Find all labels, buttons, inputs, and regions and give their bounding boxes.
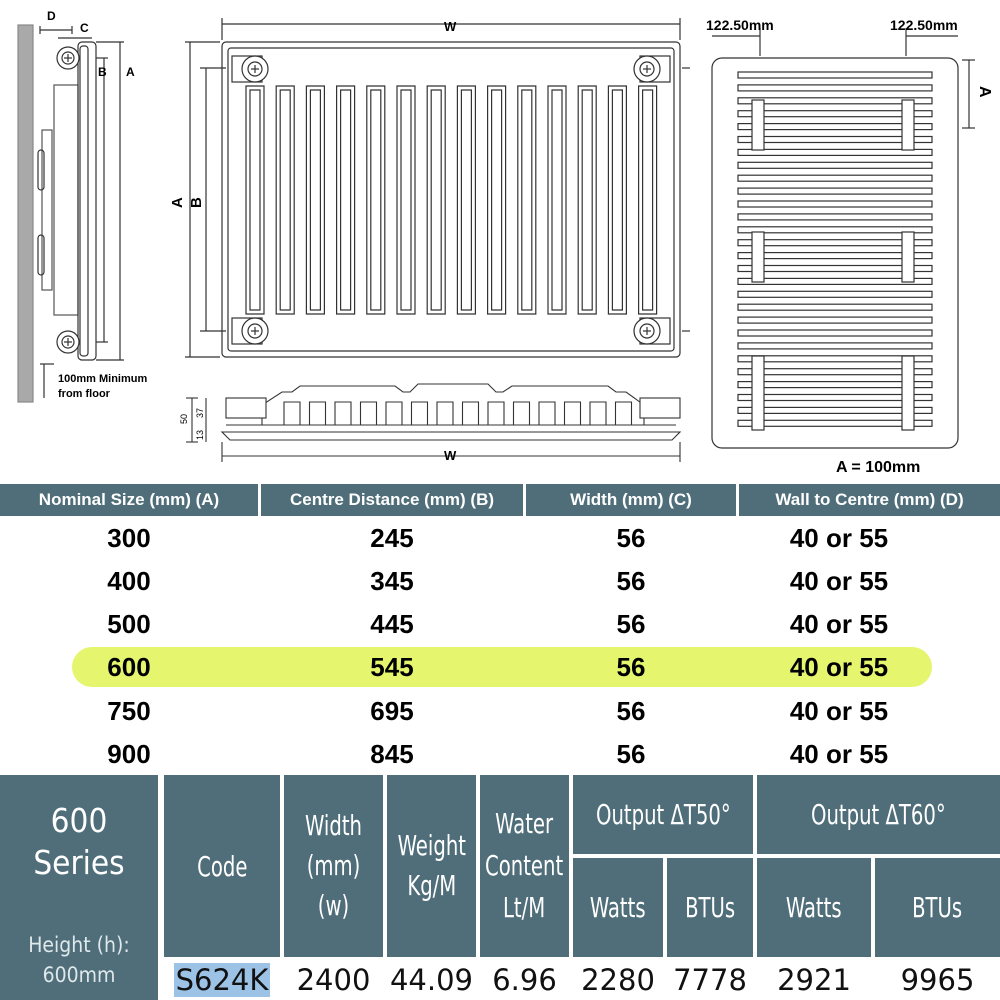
cell-width: 56 xyxy=(616,609,646,639)
header-output-dt60: Output ΔT60° xyxy=(757,775,1000,854)
top-width-label: W xyxy=(444,448,457,463)
series-title-number: 600 xyxy=(50,801,108,840)
top-dim-50: 50 xyxy=(179,413,189,424)
header-width-w: Width (mm) (w) xyxy=(284,775,383,957)
header-weight: Weight Kg/M xyxy=(387,775,476,957)
top-view xyxy=(186,384,680,462)
cell-width: 56 xyxy=(616,696,646,726)
cell-nominal-size: 400 xyxy=(107,566,151,596)
cell-centre-distance: 345 xyxy=(370,566,414,596)
header-nominal-size: Nominal Size (mm) (A) xyxy=(0,484,258,516)
front-view xyxy=(185,18,690,357)
code-highlight: S624K xyxy=(175,963,269,997)
cell-wall-to-centre: 40 or 55 xyxy=(789,566,889,596)
series-title-word: Series xyxy=(33,843,125,882)
header-width: Width (mm) (C) xyxy=(526,484,736,516)
spec-table xyxy=(0,775,1000,1000)
cell-wall-to-centre: 40 or 55 xyxy=(789,609,889,639)
cell-nominal-size: 500 xyxy=(107,609,151,639)
wall xyxy=(18,25,33,402)
table-row xyxy=(0,646,1000,689)
cell-nominal-size: 900 xyxy=(107,739,151,769)
cell-width: 56 xyxy=(616,652,646,682)
header-wall-to-centre: Wall to Centre (mm) (D) xyxy=(739,484,1000,516)
cell-width: 56 xyxy=(616,523,646,553)
value-code xyxy=(164,960,280,1000)
value-water-content: 6.96 xyxy=(492,963,557,997)
cell-centre-distance: 245 xyxy=(370,523,414,553)
rear-label-a: A xyxy=(976,86,993,98)
front-label-a: A xyxy=(169,197,186,208)
rear-a-value: A = 100mm xyxy=(836,459,921,476)
series-panel xyxy=(0,775,158,1000)
side-label-c: C xyxy=(80,21,89,35)
header-watts-dt50: Watts xyxy=(573,858,663,957)
value-btus-dt60: 9965 xyxy=(900,963,975,997)
side-label-d: D xyxy=(47,9,56,23)
value-watts-dt60: 2921 xyxy=(777,963,851,997)
cell-wall-to-centre: 40 or 55 xyxy=(789,696,889,726)
cell-width: 56 xyxy=(616,739,646,769)
rear-view xyxy=(712,28,975,448)
cell-centre-distance: 545 xyxy=(370,652,414,682)
floor-note-line2: from floor xyxy=(58,388,110,400)
side-label-b: B xyxy=(98,65,107,79)
table-row xyxy=(0,517,1000,560)
cell-centre-distance: 445 xyxy=(370,609,414,639)
value-width: 2400 xyxy=(296,963,371,997)
value-btus-dt50: 7778 xyxy=(673,963,747,997)
value-watts-dt50: 2280 xyxy=(581,963,655,997)
front-label-b: B xyxy=(188,197,205,208)
cell-wall-to-centre: 40 or 55 xyxy=(789,652,889,682)
header-centre-distance: Centre Distance (mm) (B) xyxy=(261,484,523,516)
height-label: Height (h): xyxy=(28,933,130,957)
side-view xyxy=(18,25,124,402)
floor-note-line1: 100mm Minimum xyxy=(58,373,148,385)
height-value: 600mm xyxy=(42,963,116,987)
table-row xyxy=(0,733,1000,776)
rear-right-offset: 122.50mm xyxy=(890,17,958,33)
cell-nominal-size: 300 xyxy=(107,523,151,553)
radiator-technical-drawing xyxy=(0,0,1000,480)
side-label-a: A xyxy=(126,65,135,79)
header-code: Code xyxy=(164,775,280,957)
top-dim-13: 13 xyxy=(195,429,205,440)
header-output-dt50: Output ΔT50° xyxy=(573,775,753,854)
header-watts-dt60: Watts xyxy=(757,858,871,957)
cell-width: 56 xyxy=(616,566,646,596)
cell-wall-to-centre: 40 or 55 xyxy=(789,739,889,769)
header-btus-dt50: BTUs xyxy=(667,858,753,957)
value-weight: 44.09 xyxy=(389,963,474,997)
cell-nominal-size: 750 xyxy=(107,696,151,726)
top-dim-37: 37 xyxy=(195,407,205,418)
rear-left-offset: 122.50mm xyxy=(706,17,774,33)
table-row xyxy=(0,690,1000,733)
cell-centre-distance: 845 xyxy=(370,739,414,769)
front-width-label: W xyxy=(444,19,457,34)
table-row xyxy=(0,603,1000,646)
header-water-content: Water Content Lt/M xyxy=(480,775,569,957)
cell-centre-distance: 695 xyxy=(370,696,414,726)
cell-nominal-size: 600 xyxy=(107,652,151,682)
cell-wall-to-centre: 40 or 55 xyxy=(789,523,889,553)
dimension-table xyxy=(0,484,1000,770)
header-btus-dt60: BTUs xyxy=(875,858,1000,957)
table-row xyxy=(0,560,1000,603)
